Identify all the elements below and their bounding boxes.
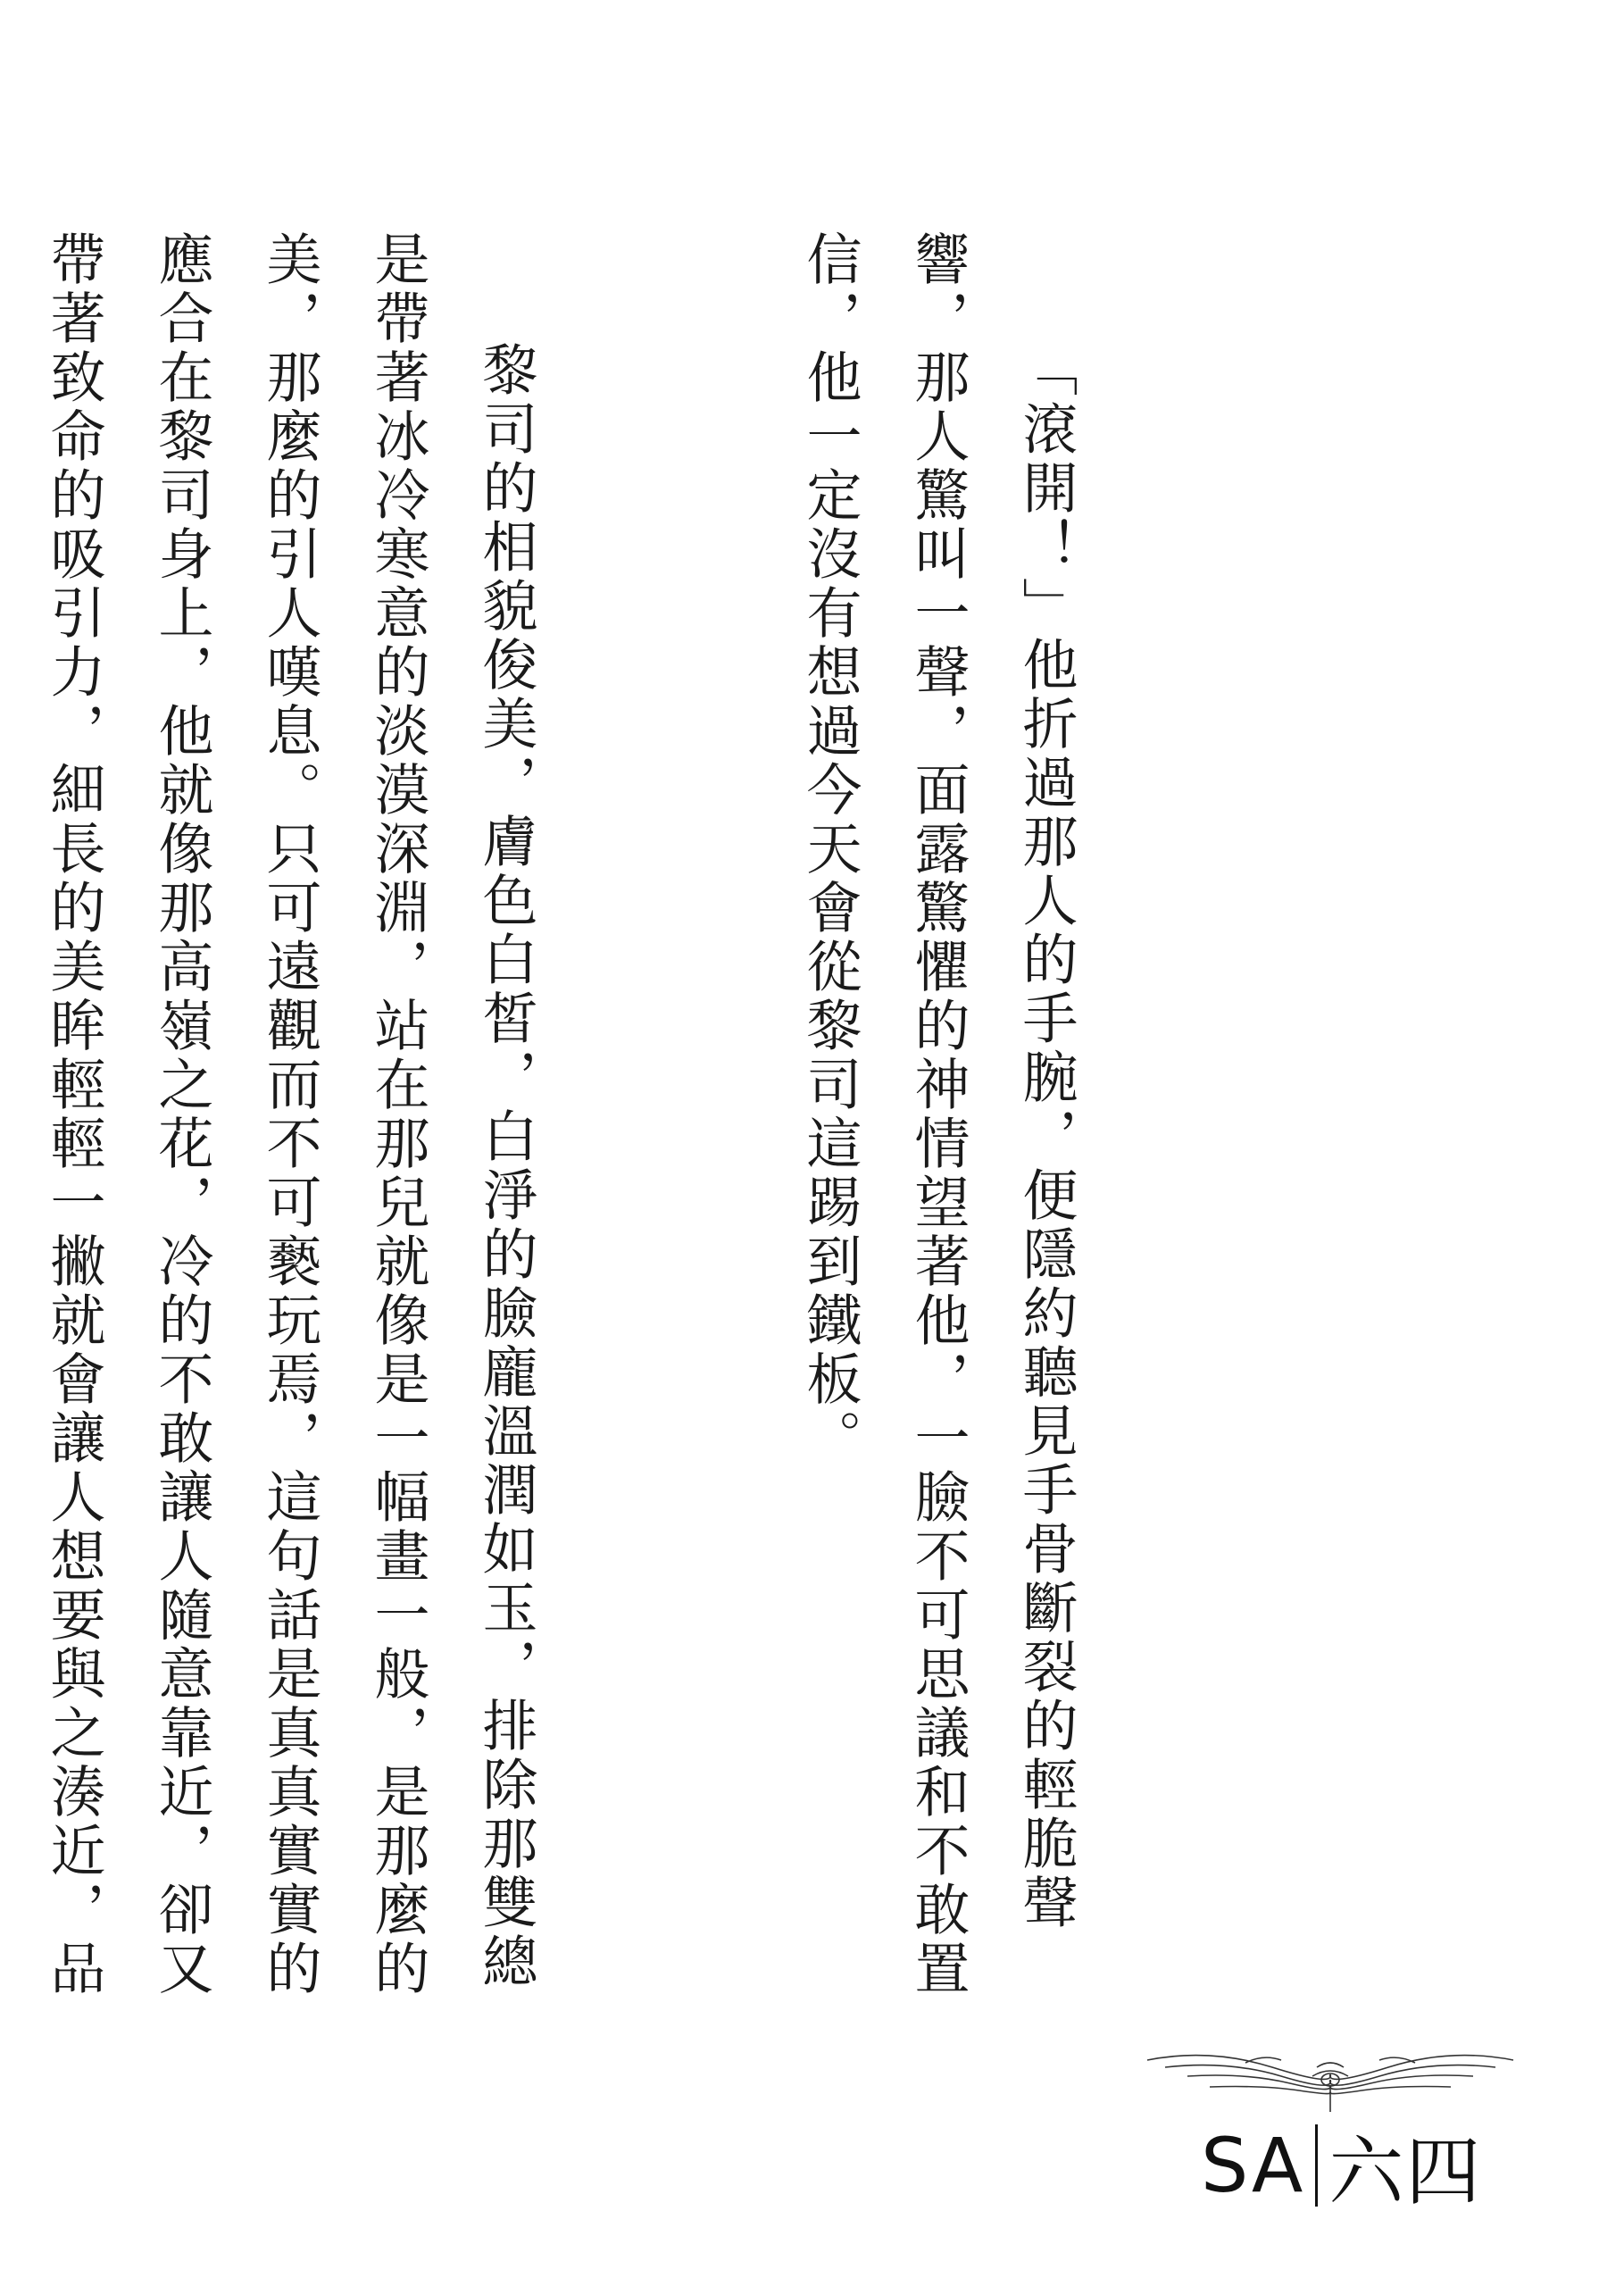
page-number-value: 六四	[1328, 2127, 1483, 2215]
page-number-divider	[1315, 2124, 1318, 2207]
decorative-flourish-icon	[1138, 2040, 1522, 2112]
vertical-text-block	[0, 230, 1316, 2016]
paragraph-2: 黎司的相貌俊美，膚色白皙，白淨的臉龐溫潤如玉，排除那雙總是帶著冰冷寒意的淡漠深淵，站在那兒就像是一幅畫一般，是那麼的美，那麼的引人嘆息。只可遠觀而不可褻玩焉，這句話是真真實實的應合在黎司身上，他就像那高嶺之花，冷的不敢讓人隨意靠近，卻又帶著致命的吸引力，細長的美眸輕輕一撇就會讓人想要與之湊近，品	[41, 230, 538, 1998]
paragraph-1: 「滾開！」他折過那人的手腕，便隱約聽見手骨斷裂的輕脆聲響，那人驚叫一聲，面露驚懼的神情望著他，一臉不可思議和不敢置信，他一定沒有想過今天會從黎司這踢到鐵板。	[797, 230, 1079, 1998]
page-number	[1201, 2112, 1482, 2219]
page-number-prefix: SA	[1201, 2122, 1305, 2209]
